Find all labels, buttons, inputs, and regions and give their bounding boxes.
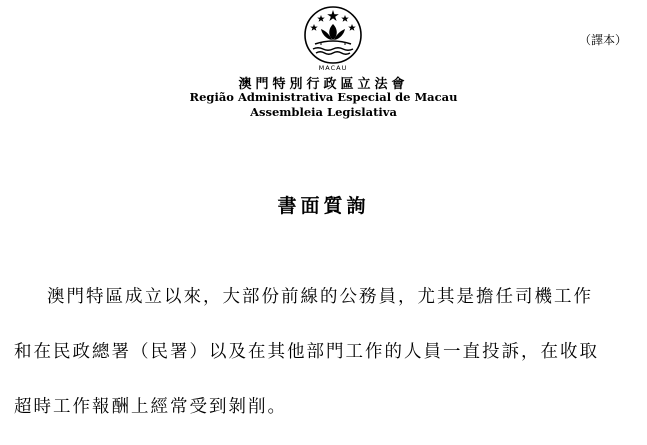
emblem-text: MACAU xyxy=(318,64,348,72)
org-name-zh: 澳門特別行政區立法會 xyxy=(238,77,409,92)
document-title: 書面質詢 xyxy=(277,195,370,217)
paragraph-line: 澳門特區成立以來，大部份前線的公務員，尤其是擔任司機工作 xyxy=(47,287,593,307)
paragraph-line: 和在民政總署（民署）以及在其他部門工作的人員一直投訴，在收取 xyxy=(14,342,599,362)
org-name-pt-line1: Região Administrativa Especial de Macau xyxy=(189,90,458,104)
macau-emblem-icon xyxy=(301,4,365,72)
paragraph-line: 超時工作報酬上經常受到剝削。 xyxy=(14,397,287,417)
translation-label: （譯本） xyxy=(578,33,627,47)
org-name-pt-line2: Assembleia Legislativa xyxy=(250,105,397,119)
